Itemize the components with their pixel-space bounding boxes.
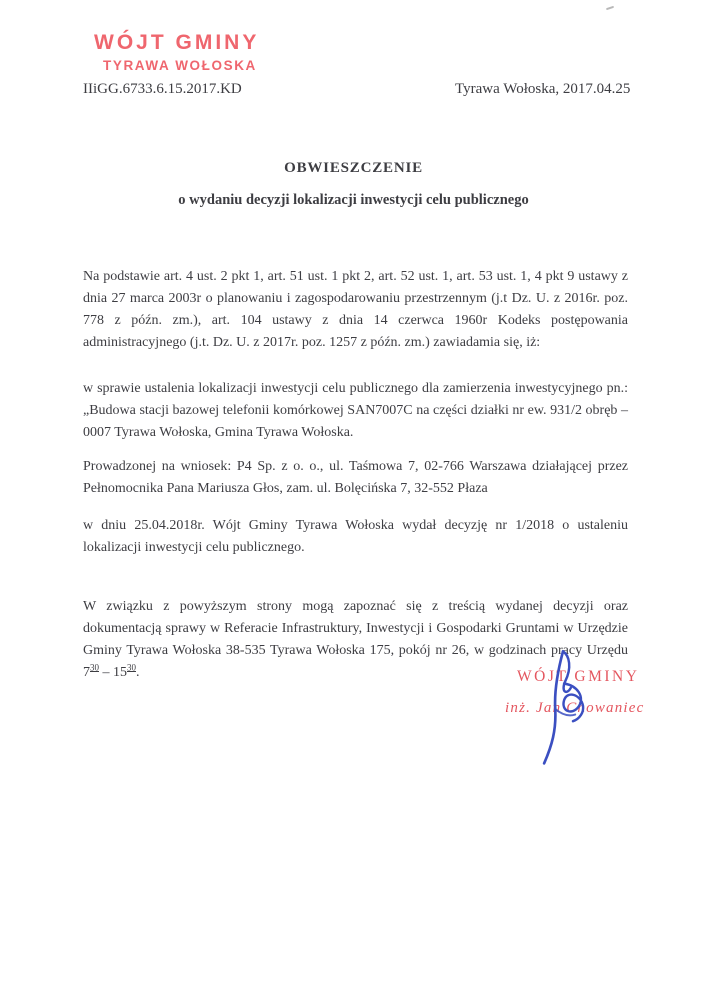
availability-text: W związku z powyższym strony mogą zapoznać się z treścią wydanej decyzji oraz dokumentacją sprawy w Referacie Infrastruktury, Inwestycji i Gospodarki Gruntami w Urzędzie Gminy Tyrawa Wołoska 38-535 Tyrawa Wołoska 175, pokój nr 26, w godzinach pracy Urzędu 7 [83,599,628,680]
paragraph-legal-basis: Na podstawie art. 4 ust. 2 pkt 1, art. 51 ust. 1 pkt 2, art. 52 ust. 1, art. 53 ust. 1, 4 pkt 9 ustawy z dnia 27 marca 2003r o planowaniu i zagospodarowaniu przestrzennym (j.t Dz. U. z 2016r. poz. 778 z późn. zm.), art. 104 ustawy z dnia 14 czerwca 1960r Kodeks postępowania administracyjnego (j.t. Dz. U. z 2017r. poz. 1257 z późn. zm.) zawiadamia się, iż: [83,269,628,350]
opening-hour-superscript: 30 [90,662,99,673]
closing-hour-superscript: 30 [127,662,136,673]
sentence-end: . [136,665,140,680]
document-title: OBWIESZCZENIE [284,160,423,176]
place-and-date: Tyrawa Wołoska, 2017.04.25 [455,81,631,97]
signature-block [505,668,670,717]
signature-stamp-title: WÓJT GMINY [517,668,640,685]
case-reference-number: IIiGG.6733.6.15.2017.KD [83,81,242,97]
paragraph-case-subject: w sprawie ustalenia lokalizacji inwestycji celu publicznego dla zamierzenia inwestycyjnego pn.: „Budowa stacji bazowej telefonii komórkowej SAN7007C na części działki nr ew. 931/2 obręb – 0007 Tyrawa Wołoska, Gmina Tyrawa Wołoska. [83,381,628,440]
document-body [83,266,628,684]
document-subtitle: o wydaniu decyzji lokalizacji inwestycji celu publicznego [178,192,529,208]
office-stamp-line2: TYRAWA WOŁOSKA [103,58,257,73]
office-header-stamp [94,32,259,73]
office-stamp-line1: WÓJT GMINY [94,31,260,54]
hours-separator: – 15 [99,665,127,680]
signature-stamp-name: inż. Jan Chowaniec [505,700,645,716]
paragraph-applicant: Prowadzonej na wniosek: P4 Sp. z o. o., ul. Taśmowa 7, 02-766 Warszawa działającej przez Pełnomocnika Pana Mariusza Głos, zam. ul. Bolęcińska 7, 32-552 Płaza [83,459,628,496]
scan-artifact-mark [606,6,614,10]
paragraph-decision: w dniu 25.04.2018r. Wójt Gminy Tyrawa Wołoska wydał decyzję nr 1/2018 o ustaleniu lokalizacji inwestycji celu publicznego. [83,518,628,555]
